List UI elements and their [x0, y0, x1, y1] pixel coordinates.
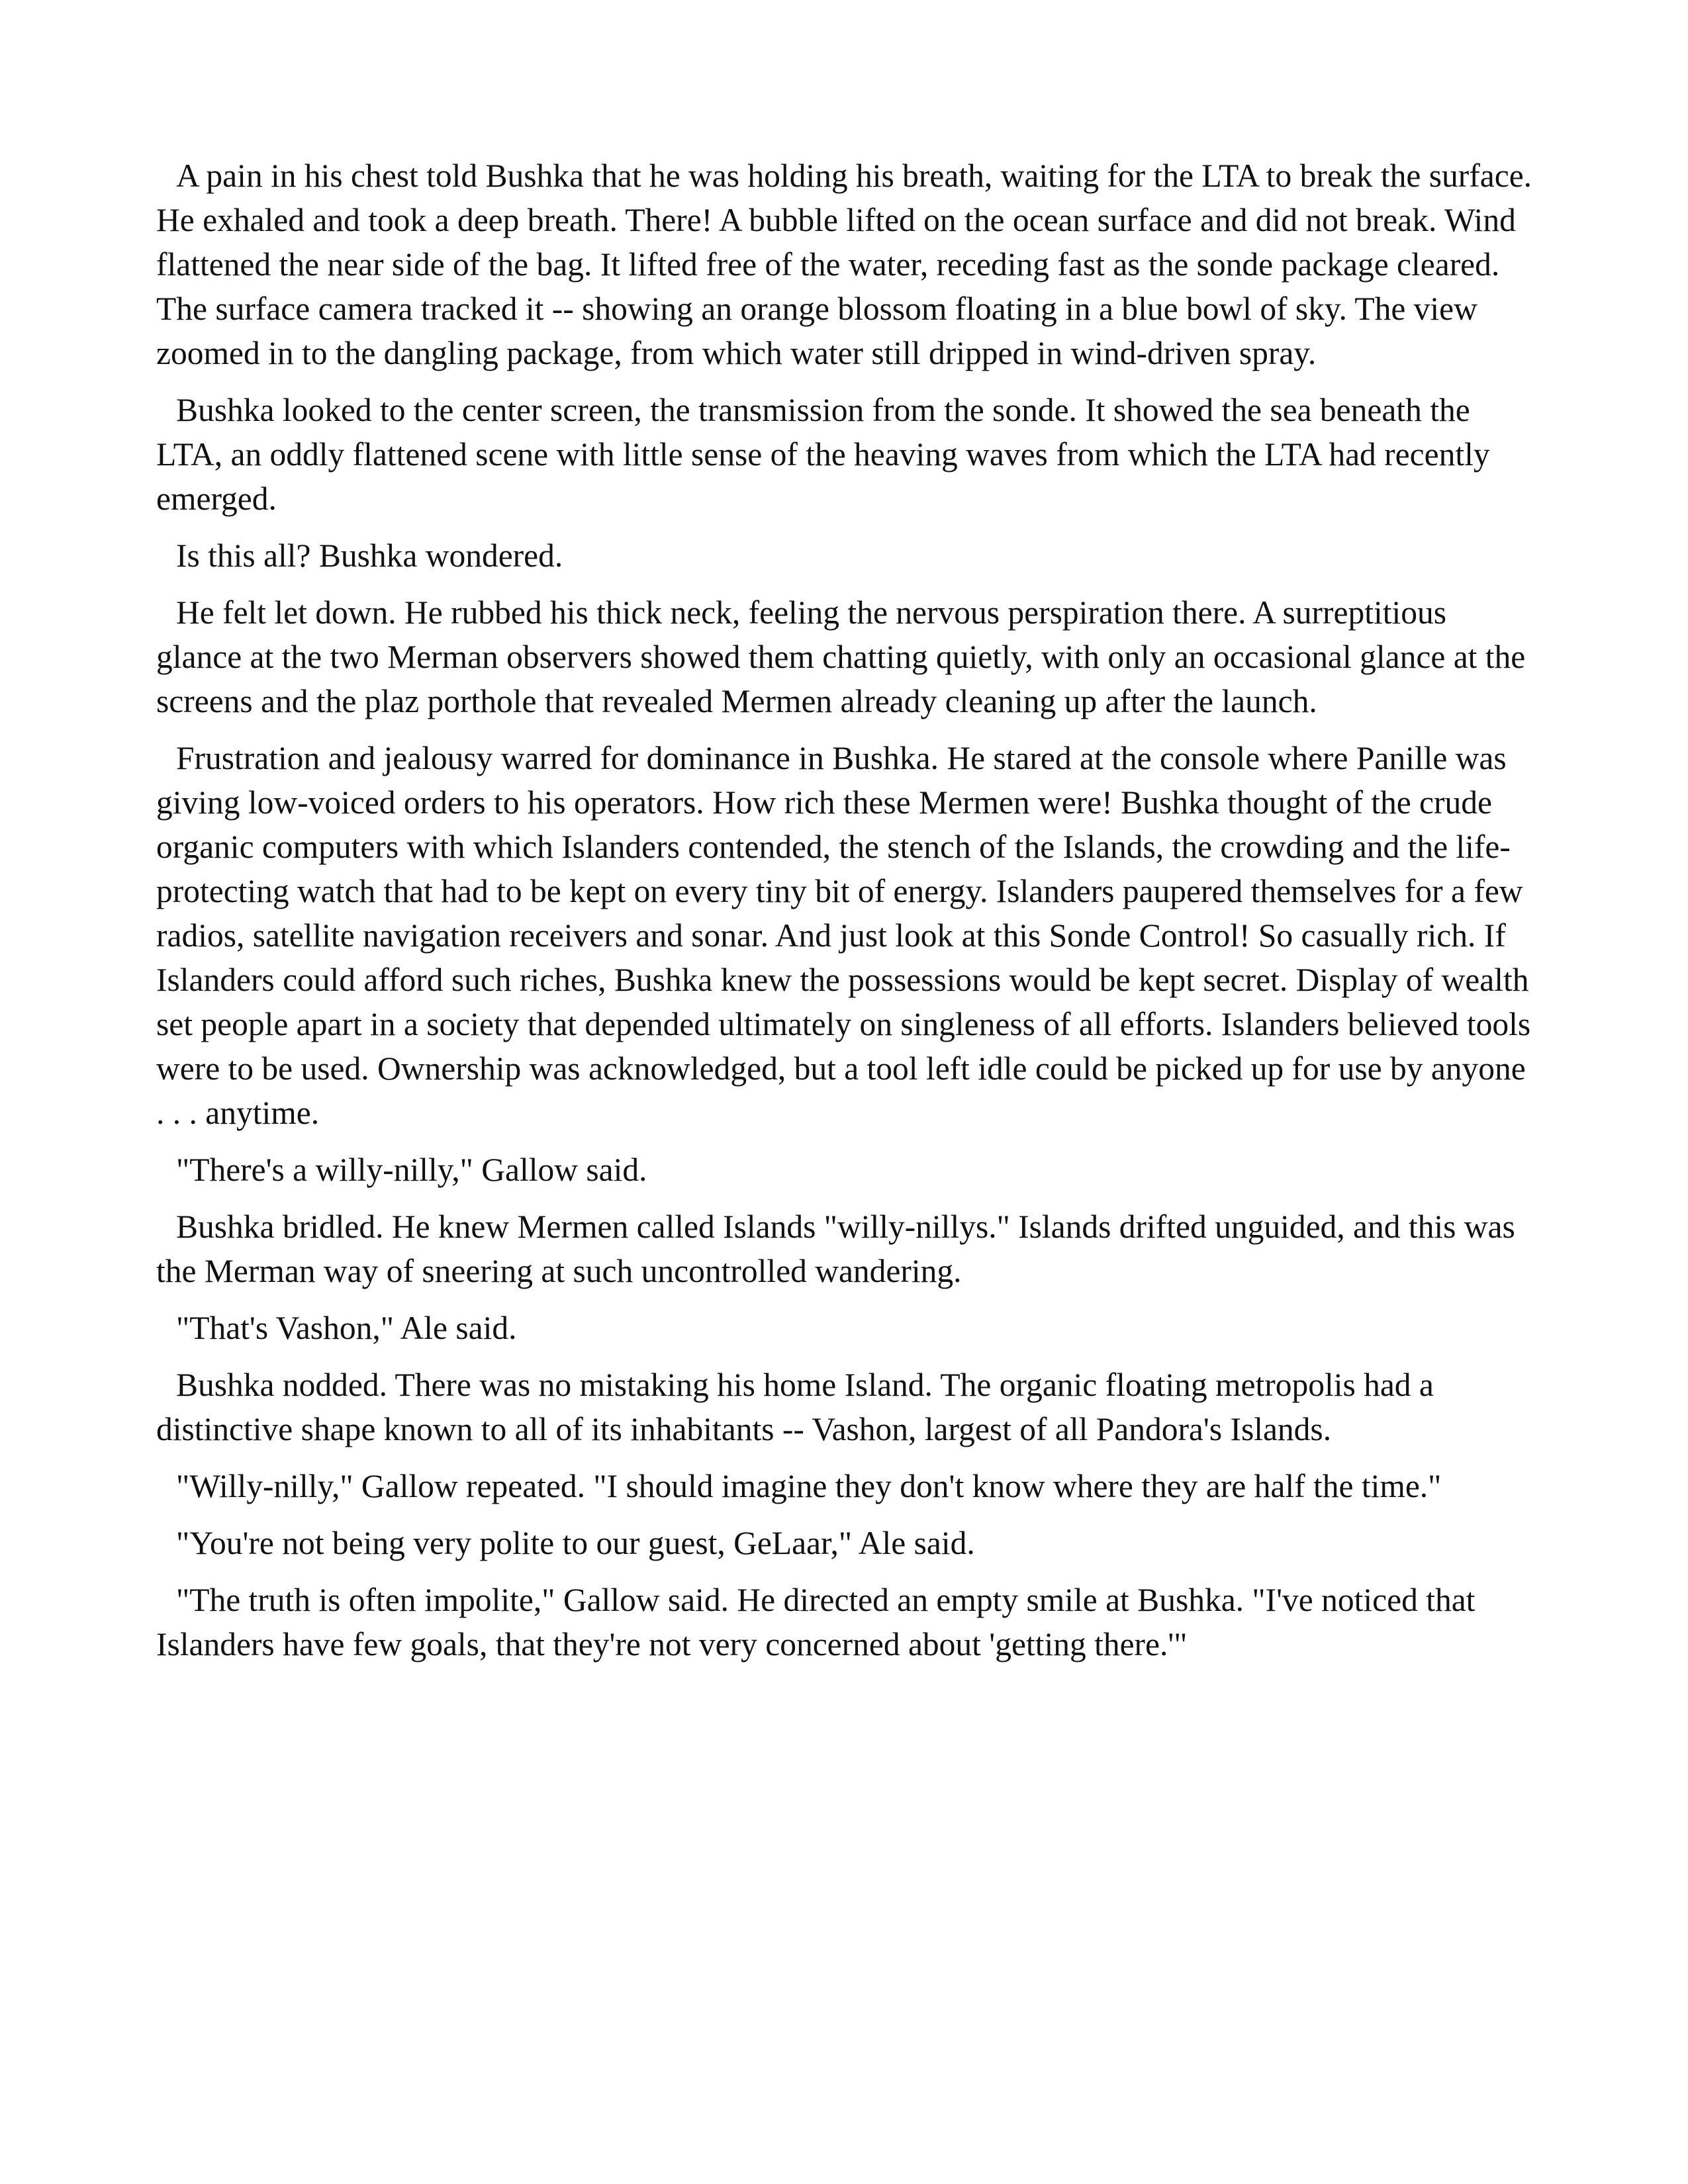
paragraph-2: Bushka looked to the center screen, the transmission from the sonde. It showed the sea beneath the LTA, an oddly flattened scene with little sense of the heaving waves from which the LTA had recently emerged.	[156, 392, 1490, 517]
paragraph-4: He felt let down. He rubbed his thick neck, feeling the nervous perspiration there. A surreptitious glance at the two Merman observers showed them chatting quietly, with only an occasional glance at the screens and the plaz porthole that revealed Mermen already cleaning up after the launch.	[156, 594, 1526, 719]
paragraph-1: A pain in his chest told Bushka that he was holding his breath, waiting for the LTA to break the surface. He exhaled and took a deep breath. There! A bubble lifted on the ocean surface and did not break. Wind flattened the near side of the bag. It lifted free of the water, receding fast as the sonde package cleared. The surface camera tracked it -- showing an orange blossom floating in a blue bowl of sky. The view zoomed in to the dangling package, from which water still dripped in wind-driven spray.	[156, 158, 1532, 371]
paragraph-9: Bushka nodded. There was no mistaking his home Island. The organic floating metropolis had a distinctive shape known to all of its inhabitants -- Vashon, largest of all Pandora's Islands.	[156, 1367, 1434, 1447]
paragraph-11: "You're not being very polite to our guest, GeLaar," Ale said.	[176, 1525, 975, 1561]
paragraph-3: Is this all? Bushka wondered.	[176, 537, 563, 574]
paragraph-6: "There's a willy-nilly," Gallow said.	[176, 1152, 647, 1188]
paragraph-10: "Willy-nilly," Gallow repeated. "I should imagine they don't know where they are half the time."	[176, 1468, 1442, 1504]
paragraph-5: Frustration and jealousy warred for dominance in Bushka. He stared at the console where Panille was giving low-voiced orders to his operators. How rich these Mermen were! Bushka thought of the crude organic computers with which Islanders contended, the stench of the Islands, the crowding and the life-protecting watch that had to be kept on every tiny bit of energy. Islanders paupered themselves for a few radios, satellite navigation receivers and sonar. And just look at this Sonde Control! So casually rich. If Islanders could afford such riches, Bushka knew the possessions would be kept secret. Display of wealth set people apart in a society that depended ultimately on singleness of all efforts. Islanders believed tools were to be used. Ownership was acknowledged, but a tool left idle could be picked up for use by anyone . . . anytime.	[156, 740, 1531, 1131]
document-page	[156, 154, 1540, 1679]
paragraph-7: Bushka bridled. He knew Mermen called Islands "willy-nillys." Islands drifted unguided, and this was the Merman way of sneering at such uncontrolled wandering.	[156, 1208, 1515, 1289]
paragraph-12: "The truth is often impolite," Gallow said. He directed an empty smile at Bushka. "I've noticed that Islanders have few goals, that they're not very concerned about 'getting there.'"	[156, 1582, 1476, 1662]
paragraph-8: "That's Vashon," Ale said.	[176, 1310, 517, 1346]
